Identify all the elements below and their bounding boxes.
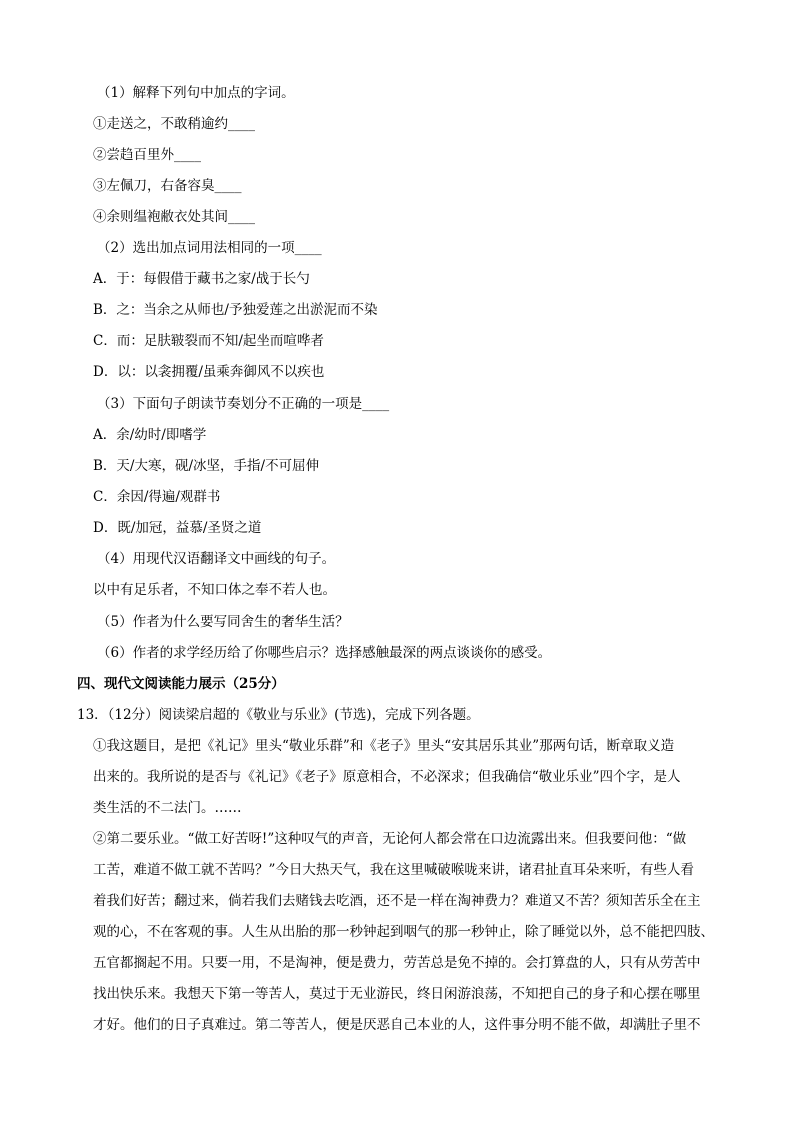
q1-item-2: ②尝趋百里外____	[93, 147, 201, 163]
passage-line-9: 找出快乐来。我想天下第一等苦人，莫过于无业游民，终日闲游浪荡，不知把自己的身子和心摆在哪里	[93, 986, 701, 1002]
passage-line-7: 观的心，不在客观的事。人生从出胎的那一秒钟起到咽气的那一秒钟止，除了睡觉以外，总不能把四肢、	[93, 924, 714, 940]
q3-option-d: D．既/加冠，益慕/圣贤之道	[93, 520, 262, 536]
q3-option-c: C．余因/得遍/观群书	[93, 489, 221, 505]
q1-item-1: ①走送之，不敢稍逾约____	[93, 116, 255, 132]
q1-prompt: （1）解释下列句中加点的字词。	[97, 85, 295, 101]
q3-prompt: （3）下面句子朗读节奏划分不正确的一项是____	[97, 396, 390, 412]
q4-sentence: 以中有足乐者，不知口体之奉不若人也。	[93, 582, 336, 598]
passage-line-10: 才好。他们的日子真难过。第二等苦人，便是厌恶自己本业的人，这件事分明不能不做，却满肚子里不	[93, 1017, 701, 1033]
q2-prompt: （2）选出加点词用法相同的一项____	[97, 240, 322, 256]
q13-header: 13．（12分）阅读梁启超的《敬业与乐业》(节选)，完成下列各题。	[77, 707, 480, 723]
passage-line-6: 着我们好苦；翻过来，倘若我们去赌钱去吃酒，还不是一样在淘神费力？难道又不苦？须知苦乐全在主	[93, 893, 701, 909]
q2-option-c: C．而：足肤皲裂而不知/起坐而喧哗者	[93, 333, 324, 349]
q1-item-4: ④余则缊袍敝衣处其间____	[93, 209, 255, 225]
passage-line-8: 五官都搁起不用。只要一用，不是淘神，便是费力，劳苦总是免不掉的。会打算盘的人，只有从劳苦中	[93, 955, 701, 971]
passage-line-2: 出来的。我所说的是否与《礼记》《老子》原意相合，不必深求；但我确信“敬业乐业”四个字，是人	[93, 769, 681, 785]
q4-prompt: （4）用现代汉语翻译文中画线的句子。	[97, 551, 336, 567]
passage-line-3: 类生活的不二法门。……	[93, 800, 242, 816]
passage-line-1: ①我这题目，是把《礼记》里头“敬业乐群”和《老子》里头“安其居乐其业”那两句话，断章取义造	[93, 738, 675, 754]
q6-prompt: （6）作者的求学经历给了你哪些启示？选择感触最深的两点谈谈你的感受。	[97, 645, 552, 661]
q1-item-3: ③左佩刀，右备容臭____	[93, 178, 242, 194]
q2-option-b: B．之：当余之从师也/予独爱莲之出淤泥而不染	[93, 302, 378, 318]
section-4-title: 四、现代文阅读能力展示（25分）	[77, 676, 285, 692]
q5-prompt: （5）作者为什么要写同舍生的奢华生活？	[97, 614, 349, 630]
q2-option-a: A．于：每假借于藏书之家/战于长勺	[93, 271, 310, 287]
q3-option-b: B．天/大寒，砚/冰坚，手指/不可屈伸	[93, 458, 320, 474]
passage-line-4: ②第二要乐业。“做工好苦呀!”这种叹气的声音，无论何人都会常在口边流露出来。但我要问他：“做	[93, 831, 687, 847]
q3-option-a: A．余/幼时/即嗜学	[93, 427, 207, 443]
q2-option-d: D．以：以衾拥覆/虽乘奔御风不以疾也	[93, 364, 325, 380]
passage-line-5: 工苦，难道不做工就不苦吗？”今日大热天气，我在这里喊破喉咙来讲，诸君扯直耳朵来听，有些人看	[93, 862, 694, 878]
